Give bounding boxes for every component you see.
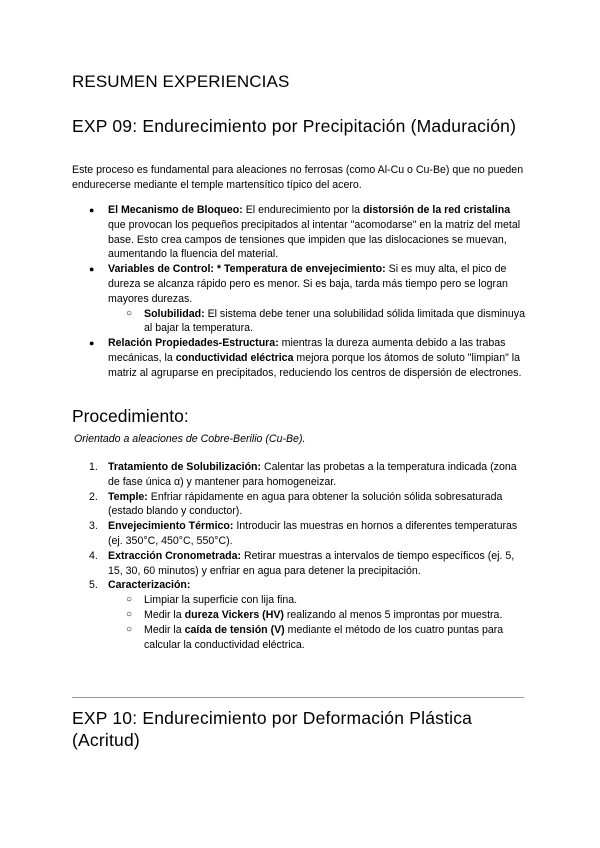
bullet-item bbox=[72, 336, 528, 380]
procedure-step bbox=[72, 460, 528, 490]
hollow-bullet-icon: ○ bbox=[126, 608, 133, 620]
body-text: Retirar muestras a intervalos de tiempo específicos (ej. 5, 15, 30, 60 minutos) y enfriar en agua para detener la precipitación. bbox=[108, 549, 515, 577]
procedure-step bbox=[72, 578, 528, 593]
exp09-heading: EXP 09: Endurecimiento por Precipitación (Maduración) bbox=[72, 116, 517, 136]
bullet-item bbox=[72, 262, 528, 306]
bold-text: Caracterización: bbox=[108, 579, 191, 592]
step-number: 5. bbox=[89, 579, 98, 592]
bullet-dot-icon: ● bbox=[89, 338, 95, 349]
body-text: Introducir las muestras en hornos a diferentes temperaturas (ej. 350°C, 450°C, 550°C). bbox=[108, 520, 518, 547]
body-text: realizando al menos 5 improntas por muestra. bbox=[283, 608, 503, 621]
bold-text: Extracción Cronometrada: bbox=[108, 549, 242, 562]
bold-text: Solubilidad: bbox=[144, 307, 205, 320]
body-text: Limpiar la superficie con lija fina. bbox=[144, 594, 298, 607]
body-text: Si es muy alta, el pico de dureza se alcanza rápido pero es menor. Si es baja, tarda más tiempo pero se logran mayores durezas. bbox=[108, 263, 508, 305]
sub-list-item bbox=[72, 593, 528, 608]
body-text: mediante el método de los cuatro puntas para calcular la conductividad eléctrica. bbox=[144, 623, 504, 651]
body-text: Medir la bbox=[144, 623, 185, 636]
sub-list-item bbox=[72, 623, 528, 653]
step-number: 3. bbox=[89, 520, 98, 533]
body-text: mientras la dureza aumenta debido a las trabas mecánicas, la bbox=[108, 337, 506, 364]
bold-text: El Mecanismo de Bloqueo: bbox=[108, 204, 243, 216]
bullet-dot-icon: ● bbox=[89, 205, 95, 215]
bold-text: Relación Propiedades-Estructura: bbox=[108, 337, 279, 350]
bold-text: conductividad eléctrica bbox=[175, 351, 294, 364]
step-number: 2. bbox=[89, 490, 98, 503]
procedure-step bbox=[72, 549, 528, 579]
bold-text: dureza Vickers (HV) bbox=[184, 608, 284, 621]
body-text: El sistema debe tener una solubilidad sólida limitada que disminuya al bajar la temperatura. bbox=[144, 307, 525, 335]
bullet-item bbox=[72, 203, 528, 262]
step-number: 4. bbox=[89, 549, 98, 562]
document-title: RESUMEN EXPERIENCIAS bbox=[72, 72, 290, 91]
sub-list-item bbox=[72, 307, 528, 337]
section-divider bbox=[72, 697, 524, 698]
exp09-bullet-list bbox=[72, 203, 528, 381]
bold-text: Temple: bbox=[108, 490, 148, 503]
body-text: Calentar las probetas a la temperatura indicada (zona de fase única α) y mantener para homogeneizar. bbox=[108, 461, 517, 488]
bold-text: distorsión de la red cristalina bbox=[362, 204, 511, 216]
sub-list-item bbox=[72, 608, 528, 623]
exp09-intro: Este proceso es fundamental para aleaciones no ferrosas (como Al-Cu o Cu-Be) que no pueden endurecerse mediante el temple martensítico típico del acero. bbox=[72, 164, 524, 191]
body-text: Medir la bbox=[144, 608, 185, 621]
exp10-heading: EXP 10: Endurecimiento por Deformación Plástica (Acritud) bbox=[72, 708, 473, 750]
procedure-step bbox=[72, 519, 528, 549]
body-text: El endurecimiento por la bbox=[242, 204, 363, 216]
bold-text: Envejecimiento Térmico: bbox=[108, 520, 234, 533]
procedure-step-list bbox=[72, 460, 528, 652]
bold-text: Tratamiento de Solubilización: bbox=[108, 461, 262, 473]
procedure-heading: Procedimiento: bbox=[72, 406, 189, 426]
hollow-bullet-icon: ○ bbox=[126, 623, 133, 635]
bold-text: Variables de Control: * Temperatura de envejecimiento: bbox=[108, 263, 386, 276]
body-text: Enfriar rápidamente en agua para obtener la solución sólida sobresaturada (estado blando y conductor). bbox=[108, 490, 503, 518]
bullet-dot-icon: ● bbox=[89, 264, 95, 275]
bold-text: caída de tensión (V) bbox=[184, 623, 285, 636]
step-number: 1. bbox=[89, 461, 98, 473]
procedure-subtitle: Orientado a aleaciones de Cobre-Berilio (Cu-Be). bbox=[74, 433, 306, 445]
procedure-step bbox=[72, 490, 528, 520]
hollow-bullet-icon: ○ bbox=[126, 307, 133, 319]
body-text: que provocan los pequeños precipitados al intentar "acomodarse" en la matriz del metal base. Esto crea campos de tensiones que impiden que las dislocaciones se muevan, aumentando la fluencia del material. bbox=[108, 218, 521, 261]
body-text: mejora porque los átomos de soluto "limpian" la matriz al agruparse en precipitados, reduciendo los centros de dispersión de electrones. bbox=[108, 351, 522, 379]
hollow-bullet-icon: ○ bbox=[126, 594, 133, 606]
